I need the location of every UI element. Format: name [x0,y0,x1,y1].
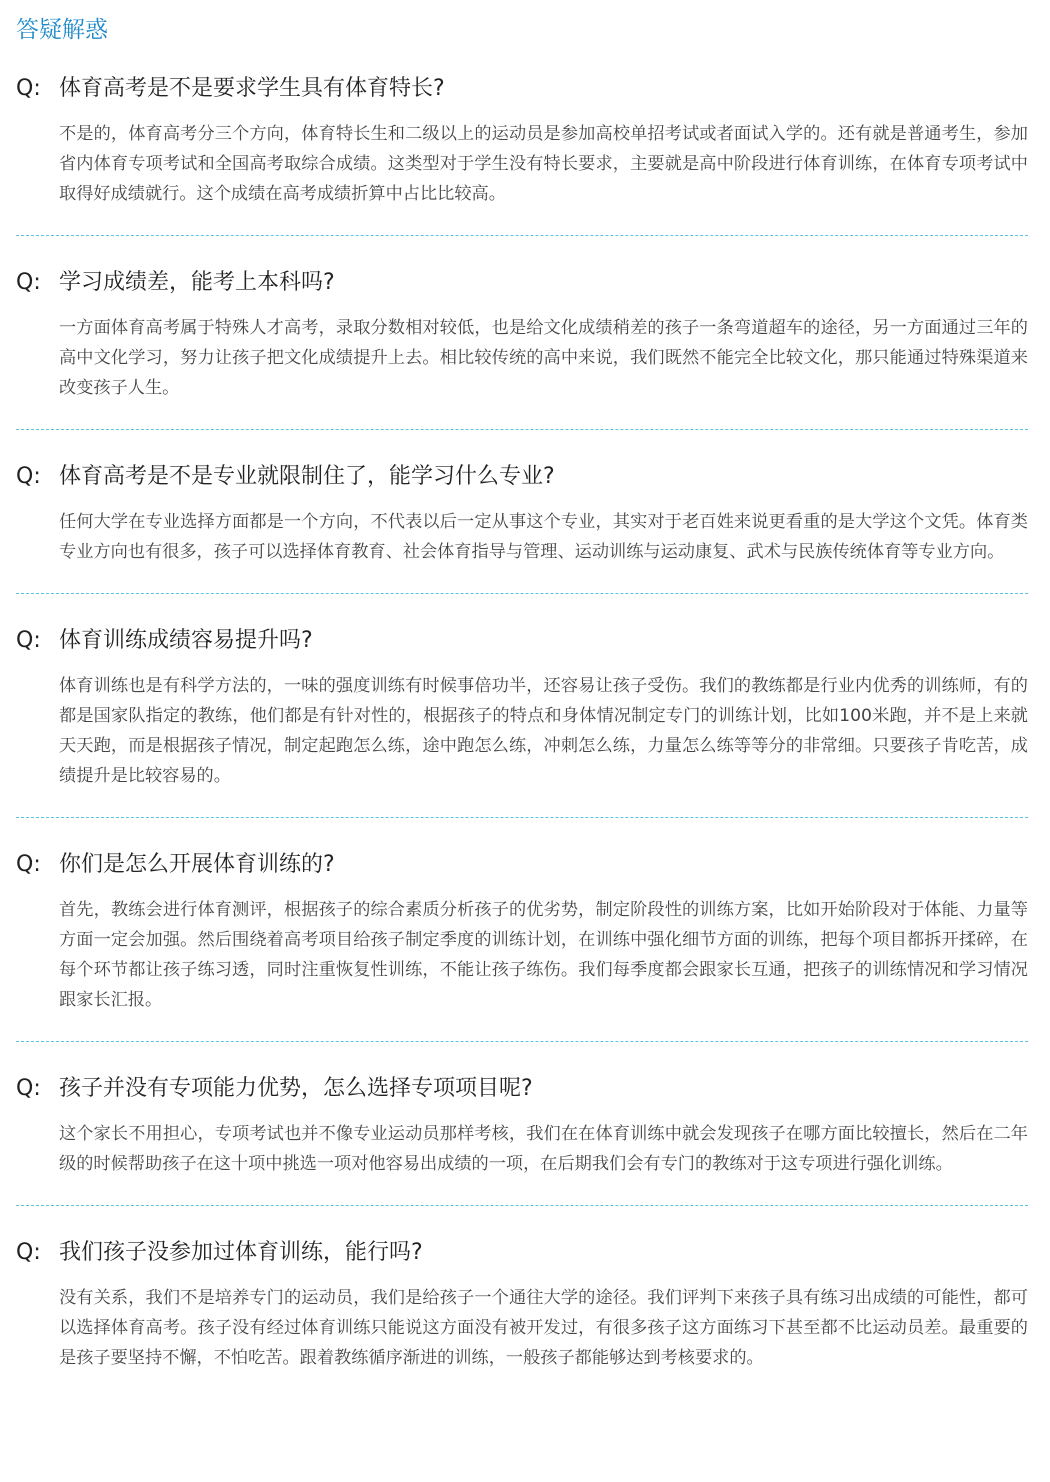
faq-question [16,1236,1028,1270]
question-text: 孩子并没有专项能力优势，怎么选择专项项目呢? [59,1076,533,1101]
faq-question [16,72,1028,106]
faq-answer: 首先，教练会进行体育测评，根据孩子的综合素质分析孩子的优劣势，制定阶段性的训练方案，比如开始阶段对于体能、力量等方面一定会加强。然后围绕着高考项目给孩子制定季度的训练计划，在训练中强化细节方面的训练，把每个项目都拆开揉碎，在每个环节都让孩子练习透，同时注重恢复性训练，不能让孩子练伤。我们每季度都会跟家长互通，把孩子的训练情况和学习情况跟家长汇报。 [59,900,1028,1010]
faq-item [16,624,1028,791]
q-prefix: Q: [16,270,41,295]
q-prefix: Q: [16,76,41,101]
faq-item [16,460,1028,567]
q-prefix: Q: [16,852,41,877]
faq-item [16,848,1028,1015]
faq-item [16,266,1028,403]
faq-answer: 体育训练也是有科学方法的，一味的强度训练有时候事倍功半，还容易让孩子受伤。我们的教练都是行业内优秀的训练师，有的都是国家队指定的教练，他们都是有针对性的，根据孩子的特点和身体情况制定专门的训练计划，比如100米跑，并不是上来就天天跑，而是根据孩子情况，制定起跑怎么练，途中跑怎么练，冲刺怎么练，力量怎么练等等分的非常细。只要孩子肯吃苦，成绩提升是比较容易的。 [59,676,1028,786]
section-title: 答疑解惑 [16,17,108,43]
question-text: 体育训练成绩容易提升吗? [59,628,313,653]
question-text: 学习成绩差，能考上本科吗? [59,270,335,295]
question-text: 体育高考是不是要求学生具有体育特长? [59,76,445,101]
dashed-divider [16,1205,1028,1206]
dashed-divider [16,1041,1028,1042]
q-prefix: Q: [16,1240,41,1265]
faq-question [16,1072,1028,1106]
dashed-divider [16,817,1028,818]
faq-item [16,1072,1028,1179]
q-prefix: Q: [16,464,41,489]
faq-answer: 这个家长不用担心，专项考试也并不像专业运动员那样考核，我们在在体育训练中就会发现孩子在哪方面比较擅长，然后在二年级的时候帮助孩子在这十项中挑选一项对他容易出成绩的一项，在后期我们会有专门的教练对于这专项进行强化训练。 [59,1124,1028,1174]
faq-item [16,72,1028,209]
faq-answer: 不是的，体育高考分三个方向，体育特长生和二级以上的运动员是参加高校单招考试或者面试入学的。还有就是普通考生，参加省内体育专项考试和全国高考取综合成绩。这类型对于学生没有特长要求，主要就是高中阶段进行体育训练，在体育专项考试中取得好成绩就行。这个成绩在高考成绩折算中占比比较高。 [59,124,1028,204]
faq-question [16,266,1028,300]
question-text: 体育高考是不是专业就限制住了，能学习什么专业? [59,464,555,489]
faq-answer: 任何大学在专业选择方面都是一个方向，不代表以后一定从事这个专业，其实对于老百姓来说更看重的是大学这个文凭。体育类专业方向也有很多，孩子可以选择体育教育、社会体育指导与管理、运动训练与运动康复、武术与民族传统体育等专业方向。 [59,512,1028,562]
faq-question [16,460,1028,494]
faq-question [16,848,1028,882]
question-text: 我们孩子没参加过体育训练，能行吗? [59,1240,423,1265]
faq-item [16,1236,1028,1373]
faq-question [16,624,1028,658]
dashed-divider [16,593,1028,594]
question-text: 你们是怎么开展体育训练的? [59,852,335,877]
faq-answer: 没有关系，我们不是培养专门的运动员，我们是给孩子一个通往大学的途径。我们评判下来孩子具有练习出成绩的可能性，都可以选择体育高考。孩子没有经过体育训练只能说这方面没有被开发过，有很多孩子这方面练习下甚至都不比运动员差。最重要的是孩子要坚持不懈，不怕吃苦。跟着教练循序渐进的训练，一般孩子都能够达到考核要求的。 [59,1288,1028,1368]
q-prefix: Q: [16,1076,41,1101]
dashed-divider [16,235,1028,236]
dashed-divider [16,429,1028,430]
q-prefix: Q: [16,628,41,653]
faq-answer: 一方面体育高考属于特殊人才高考，录取分数相对较低，也是给文化成绩稍差的孩子一条弯道超车的途径，另一方面通过三年的高中文化学习，努力让孩子把文化成绩提升上去。相比较传统的高中来说，我们既然不能完全比较文化，那只能通过特殊渠道来改变孩子人生。 [59,318,1028,398]
